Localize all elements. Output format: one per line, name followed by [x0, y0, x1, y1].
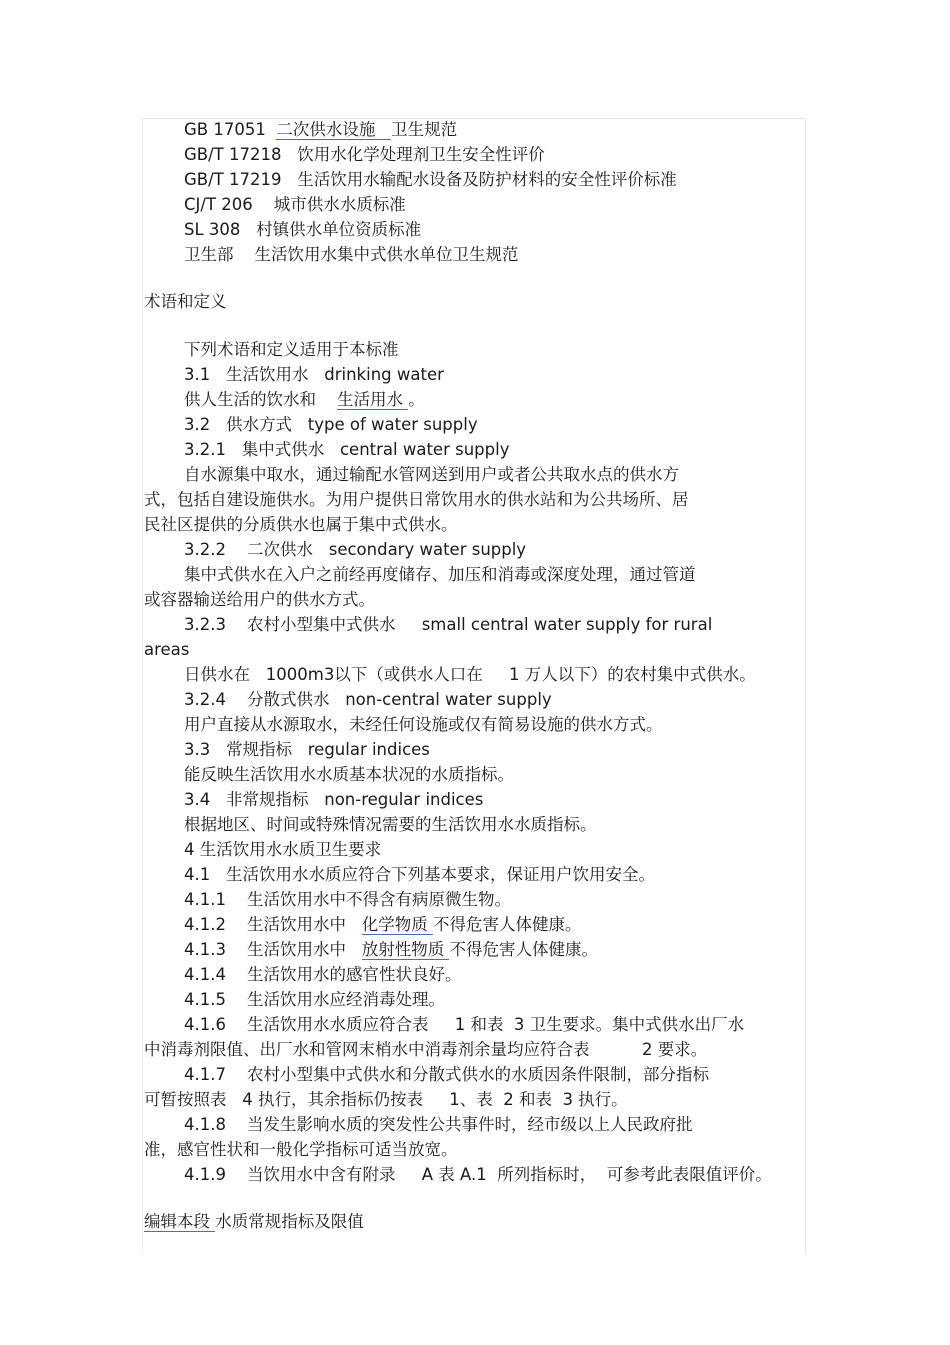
req-4-1-9: 4.1.9 当饮用水中含有附录 A 表 A.1 所列指标时， 可参考此表限值评价。	[184, 1165, 772, 1184]
ref-gbt17219: GB/T 17219 生活饮用水输配水设备及防护材料的安全性评价标准	[184, 170, 677, 189]
term-3-2-4-definition: 用户直接从水源取水，未经任何设施或仅有简易设施的供水方式。	[184, 715, 663, 734]
quality-limits-heading: 编辑本段 水质常规指标及限值	[144, 1212, 364, 1231]
req-4-1-8-line2: 准，感官性状和一般化学指标可适当放宽。	[144, 1140, 458, 1159]
term-3-4-definition: 根据地区、时间或特殊情况需要的生活饮用水水质指标。	[184, 815, 597, 834]
req-4-1-7-line1: 4.1.7 农村小型集中式供水和分散式供水的水质因条件限制，部分指标	[184, 1065, 709, 1084]
req-4-1-4: 4.1.4 生活饮用水的感官性状良好。	[184, 965, 462, 984]
req-4-1-3: 4.1.3 生活饮用水中 放射性物质 不得危害人体健康。	[184, 940, 598, 959]
term-3-2-3-cont: areas	[144, 640, 190, 659]
req-4-1-8-line1: 4.1.8 当发生影响水质的突发性公共事件时，经市级以上人民政府批	[184, 1115, 693, 1134]
term-3-2-3: 3.2.3 农村小型集中式供水 small central water supply for rural	[184, 615, 713, 634]
term-3-1-definition: 供人生活的饮水和 生活用水 。	[184, 390, 425, 409]
ref-gb17051-title: 二次供水设施	[276, 120, 376, 139]
terms-intro: 下列术语和定义适用于本标准	[184, 340, 399, 359]
term-3-2-2: 3.2.2 二次供水 secondary water supply	[184, 540, 527, 559]
term-3-2-2-def-line2: 或容器输送给用户的供水方式。	[144, 590, 375, 609]
req-4-1-7-line2: 可暂按照表 4 执行，其余指标仍按表 1、表 2 和表 3 执行。	[144, 1090, 628, 1109]
link-domestic-water[interactable]: 生活用水	[336, 390, 403, 409]
ref-moh: 卫生部 生活饮用水集中式供水单位卫生规范	[184, 245, 519, 264]
section-terms-heading: 术语和定义	[144, 292, 227, 311]
term-3-2-3-definition: 日供水在 1000m3以下（或供水人口在 1 万人以下）的农村集中式供水。	[184, 665, 756, 684]
link-chemical-substances[interactable]: 化学物质	[361, 915, 428, 934]
term-3-2-2-def-line1: 集中式供水在入户之前经再度储存、加压和消毒或深度处理，通过管道	[184, 565, 696, 584]
req-4-1-1: 4.1.1 生活饮用水中不得含有病原微生物。	[184, 890, 511, 909]
term-3-2-1-def-line3: 民社区提供的分质供水也属于集中式供水。	[144, 515, 458, 534]
req-4-1-5: 4.1.5 生活饮用水应经消毒处理。	[184, 990, 445, 1009]
ref-gb17051: GB 17051 二次供水设施 卫生规范	[184, 120, 458, 139]
term-3-3-definition: 能反映生活饮用水水质基本状况的水质指标。	[184, 765, 514, 784]
edit-section-link[interactable]: 编辑本段	[144, 1212, 210, 1231]
ref-gbt17218: GB/T 17218 饮用水化学处理剂卫生安全性评价	[184, 145, 545, 164]
term-3-2: 3.2 供水方式 type of water supply	[184, 415, 478, 434]
term-3-4: 3.4 非常规指标 non-regular indices	[184, 790, 484, 809]
term-3-3: 3.3 常规指标 regular indices	[184, 740, 430, 759]
req-4-1-6-line1: 4.1.6 生活饮用水水质应符合表 1 和表 3 卫生要求。集中式供水出厂水	[184, 1015, 745, 1034]
term-3-1: 3.1 生活饮用水 drinking water	[184, 365, 444, 384]
req-4-1: 4.1 生活饮用水水质应符合下列基本要求，保证用户饮用安全。	[184, 865, 655, 884]
term-3-2-1: 3.2.1 集中式供水 central water supply	[184, 440, 510, 459]
term-3-2-4: 3.2.4 分散式供水 non-central water supply	[184, 690, 552, 709]
term-3-2-1-def-line1: 自水源集中取水，通过输配水管网送到用户或者公共取水点的供水方	[184, 465, 679, 484]
ref-cjt206: CJ/T 206 城市供水水质标准	[184, 195, 406, 214]
req-4-1-2: 4.1.2 生活饮用水中 化学物质 不得危害人体健康。	[184, 915, 582, 934]
term-3-2-1-def-line2: 式，包括自建设施供水。为用户提供日常饮用水的供水站和为公共场所、居	[144, 490, 689, 509]
link-radioactive-substances[interactable]: 放射性物质	[361, 940, 445, 959]
section-4-heading: 4 生活饮用水水质卫生要求	[184, 840, 382, 859]
req-4-1-6-line2: 中消毒剂限值、出厂水和管网末梢水中消毒剂余量均应符合表 2 要求。	[144, 1040, 708, 1059]
ref-sl308: SL 308 村镇供水单位资质标准	[184, 220, 422, 239]
